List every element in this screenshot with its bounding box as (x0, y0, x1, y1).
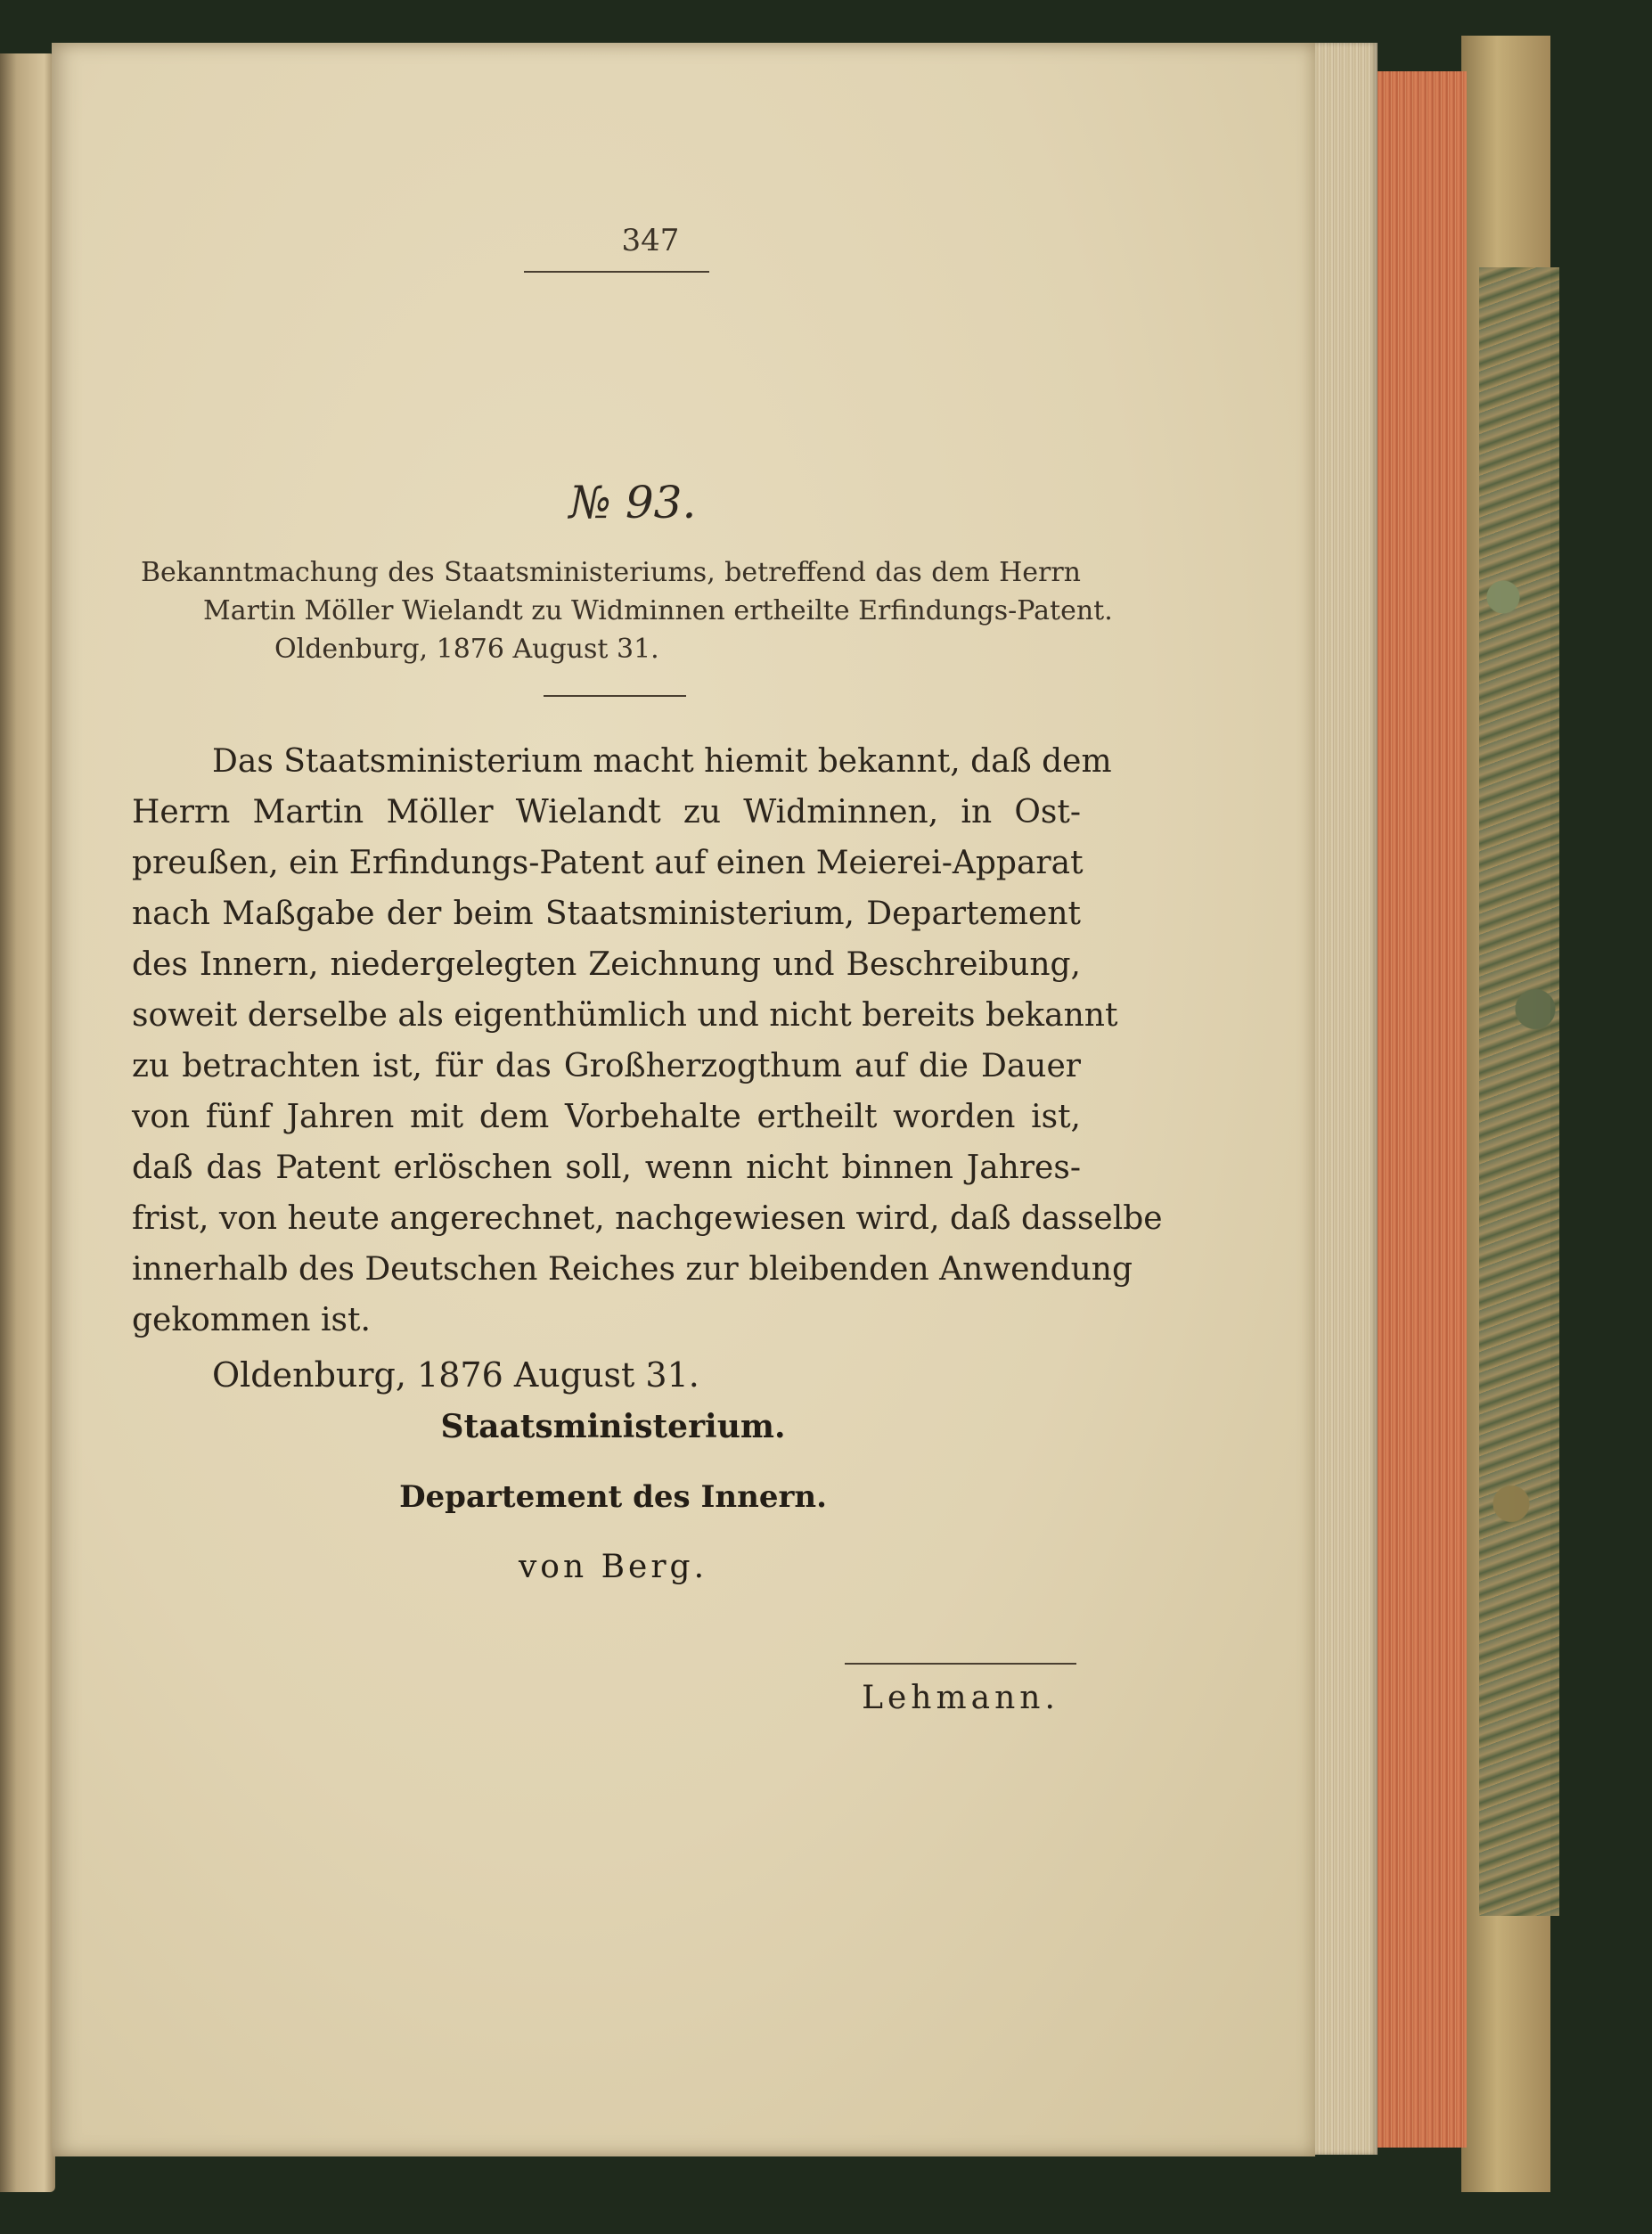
document-number: № 93. (568, 477, 697, 528)
body-line: frist, von heute angerechnet, nachgewiesen wird, daß dasselbe (132, 1200, 1163, 1237)
body-line-final: gekommen ist. (132, 1302, 371, 1338)
body-line: von fünf Jahren mit dem Vorbehalte ertheilt worden ist, (132, 1099, 1081, 1135)
department-signature: Departement des Innern. (399, 1479, 827, 1515)
body-line: preußen, ein Erfindungs-Patent auf einen Meierei-Apparat (132, 845, 1084, 881)
body-line: zu betrachten ist, für das Großherzogthum auf die Dauer (132, 1048, 1081, 1084)
page-block-edges (1315, 43, 1378, 2155)
countersign-name: Lehmann. (862, 1680, 1059, 1716)
date-line: Oldenburg, 1876 August 31. (212, 1355, 699, 1395)
heading-line: Bekanntmachung des Staatsministeriums, betreffend das dem Herrn (141, 557, 1081, 588)
body-line: Das Staatsministerium macht hiemit bekannt, daß dem (212, 743, 1112, 780)
body-line: des Innern, niedergelegten Zeichnung und Beschreibung, (132, 946, 1081, 983)
body-line: innerhalb des Deutschen Reiches zur bleibenden Anwendung (132, 1251, 1133, 1288)
red-page-edges (1378, 71, 1467, 2148)
page-number: 347 (621, 223, 680, 258)
body-line: nach Maßgabe der beim Staatsministerium, Departement (132, 896, 1081, 932)
heading-line: Oldenburg, 1876 August 31. (274, 634, 659, 665)
facing-page-edge (0, 53, 55, 2192)
minister-name: von Berg. (518, 1549, 708, 1585)
ministry-signature: Staatsministerium. (440, 1408, 786, 1445)
body-line: daß das Patent erlöschen soll, wenn nicht binnen Jahres- (132, 1150, 1081, 1186)
heading-line: Martin Möller Wielandt zu Widminnen ertheilte Erfindungs-Patent. (203, 595, 1113, 626)
page-number-rule (524, 271, 709, 273)
marbled-cover (1479, 267, 1559, 1916)
body-line: Herrn Martin Möller Wielandt zu Widminnen, in Ost- (132, 794, 1081, 831)
body-line: soweit derselbe als eigenthümlich und nicht bereits bekannt (132, 997, 1118, 1034)
heading-rule (544, 695, 686, 697)
countersign-rule (845, 1663, 1076, 1665)
